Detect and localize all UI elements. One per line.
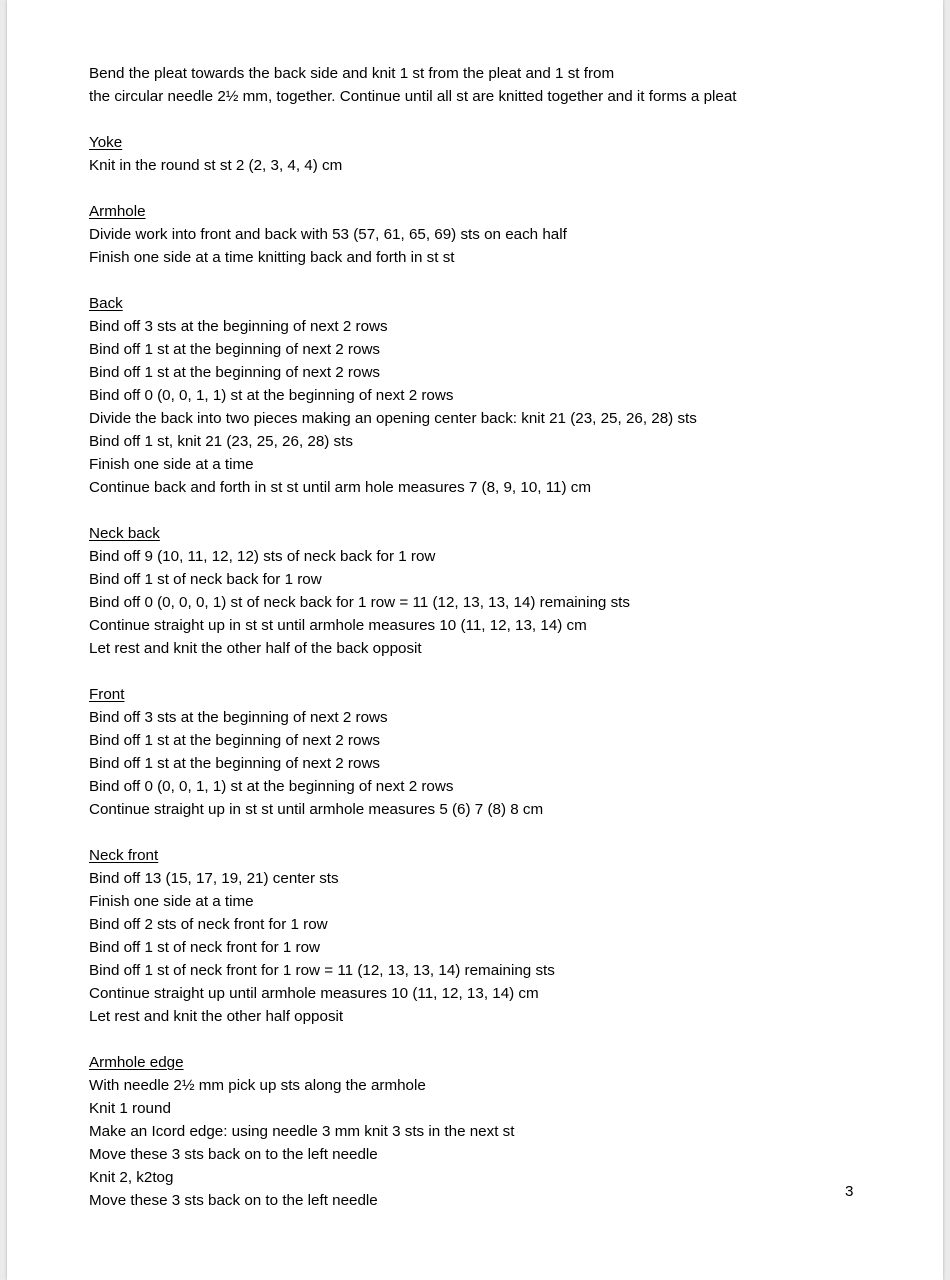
instruction-line: Bind off 1 st at the beginning of next 2 rows — [89, 364, 381, 381]
section-heading: Back — [89, 295, 123, 312]
instruction-line: Continue back and forth in st st until arm hole measures 7 (8, 9, 10, 11) cm — [89, 479, 591, 496]
section-heading: Yoke — [89, 134, 123, 151]
instruction-line: Knit 2, k2tog — [89, 1169, 174, 1186]
instruction-line: Bind off 1 st of neck front for 1 row = 11 (12, 13, 13, 14) remaining sts — [89, 962, 555, 979]
instruction-line: Move these 3 sts back on to the left needle — [89, 1146, 378, 1163]
spacer — [89, 1028, 889, 1051]
instruction-line: Bind off 1 st at the beginning of next 2 rows — [89, 341, 381, 358]
spacer — [89, 108, 889, 131]
section-back — [89, 292, 889, 499]
section-heading: Neck back — [89, 525, 160, 542]
instruction-line: Bind off 1 st of neck front for 1 row — [89, 939, 321, 956]
instruction-line: Make an Icord edge: using needle 3 mm knit 3 sts in the next st — [89, 1123, 515, 1140]
instruction-line: Knit 1 round — [89, 1100, 171, 1117]
section-heading: Front — [89, 686, 125, 703]
instruction-line: Finish one side at a time knitting back and forth in st st — [89, 249, 455, 266]
instruction-line: Continue straight up in st st until armhole measures 10 (11, 12, 13, 14) cm — [89, 617, 587, 634]
instruction-line: Bind off 3 sts at the beginning of next 2 rows — [89, 709, 388, 726]
intro-paragraph — [89, 62, 889, 108]
instruction-line: Bind off 0 (0, 0, 1, 1) st at the beginning of next 2 rows — [89, 778, 454, 795]
instruction-line: Move these 3 sts back on to the left needle — [89, 1192, 378, 1209]
instruction-line: Let rest and knit the other half opposit — [89, 1008, 344, 1025]
spacer — [89, 821, 889, 844]
instruction-line: Bind off 2 sts of neck front for 1 row — [89, 916, 328, 933]
section-heading: Armhole — [89, 203, 146, 220]
instruction-line: Finish one side at a time — [89, 893, 254, 910]
instruction-line: Bind off 1 st of neck back for 1 row — [89, 571, 322, 588]
instruction-line: Divide work into front and back with 53 (57, 61, 65, 69) sts on each half — [89, 226, 567, 243]
page-content — [89, 62, 889, 1212]
spacer — [89, 177, 889, 200]
spacer — [89, 660, 889, 683]
instruction-line: Knit in the round st st 2 (2, 3, 4, 4) cm — [89, 157, 343, 174]
intro-line: the circular needle 2½ mm, together. Continue until all st are knitted together and it forms a pleat — [89, 88, 737, 105]
instruction-line: Bind off 9 (10, 11, 12, 12) sts of neck back for 1 row — [89, 548, 436, 565]
section-heading: Neck front — [89, 847, 159, 864]
instruction-line: Bind off 13 (15, 17, 19, 21) center sts — [89, 870, 339, 887]
instruction-line: Finish one side at a time — [89, 456, 254, 473]
section-neck-front — [89, 844, 889, 1028]
instruction-line: Divide the back into two pieces making an opening center back: knit 21 (23, 25, 26, 28) sts — [89, 410, 697, 427]
instruction-line: With needle 2½ mm pick up sts along the armhole — [89, 1077, 426, 1094]
instruction-line: Let rest and knit the other half of the back opposit — [89, 640, 422, 657]
instruction-line: Bind off 1 st at the beginning of next 2 rows — [89, 732, 381, 749]
spacer — [89, 499, 889, 522]
section-neck-back — [89, 522, 889, 660]
section-heading: Armhole edge — [89, 1054, 184, 1071]
spacer — [89, 269, 889, 292]
instruction-line: Bind off 3 sts at the beginning of next 2 rows — [89, 318, 388, 335]
instruction-line: Bind off 1 st at the beginning of next 2 rows — [89, 755, 381, 772]
instruction-line: Bind off 0 (0, 0, 1, 1) st at the beginning of next 2 rows — [89, 387, 454, 404]
section-armhole-edge — [89, 1051, 889, 1212]
instruction-line: Bind off 0 (0, 0, 0, 1) st of neck back for 1 row = 11 (12, 13, 13, 14) remaining sts — [89, 594, 630, 611]
section-armhole — [89, 200, 889, 269]
page-number: 3 — [845, 1183, 854, 1200]
instruction-line: Continue straight up in st st until armhole measures 5 (6) 7 (8) 8 cm — [89, 801, 544, 818]
section-front — [89, 683, 889, 821]
document-page — [7, 0, 943, 1280]
intro-line: Bend the pleat towards the back side and knit 1 st from the pleat and 1 st from — [89, 65, 615, 82]
instruction-line: Continue straight up until armhole measures 10 (11, 12, 13, 14) cm — [89, 985, 539, 1002]
section-yoke — [89, 131, 889, 177]
instruction-line: Bind off 1 st, knit 21 (23, 25, 26, 28) sts — [89, 433, 353, 450]
